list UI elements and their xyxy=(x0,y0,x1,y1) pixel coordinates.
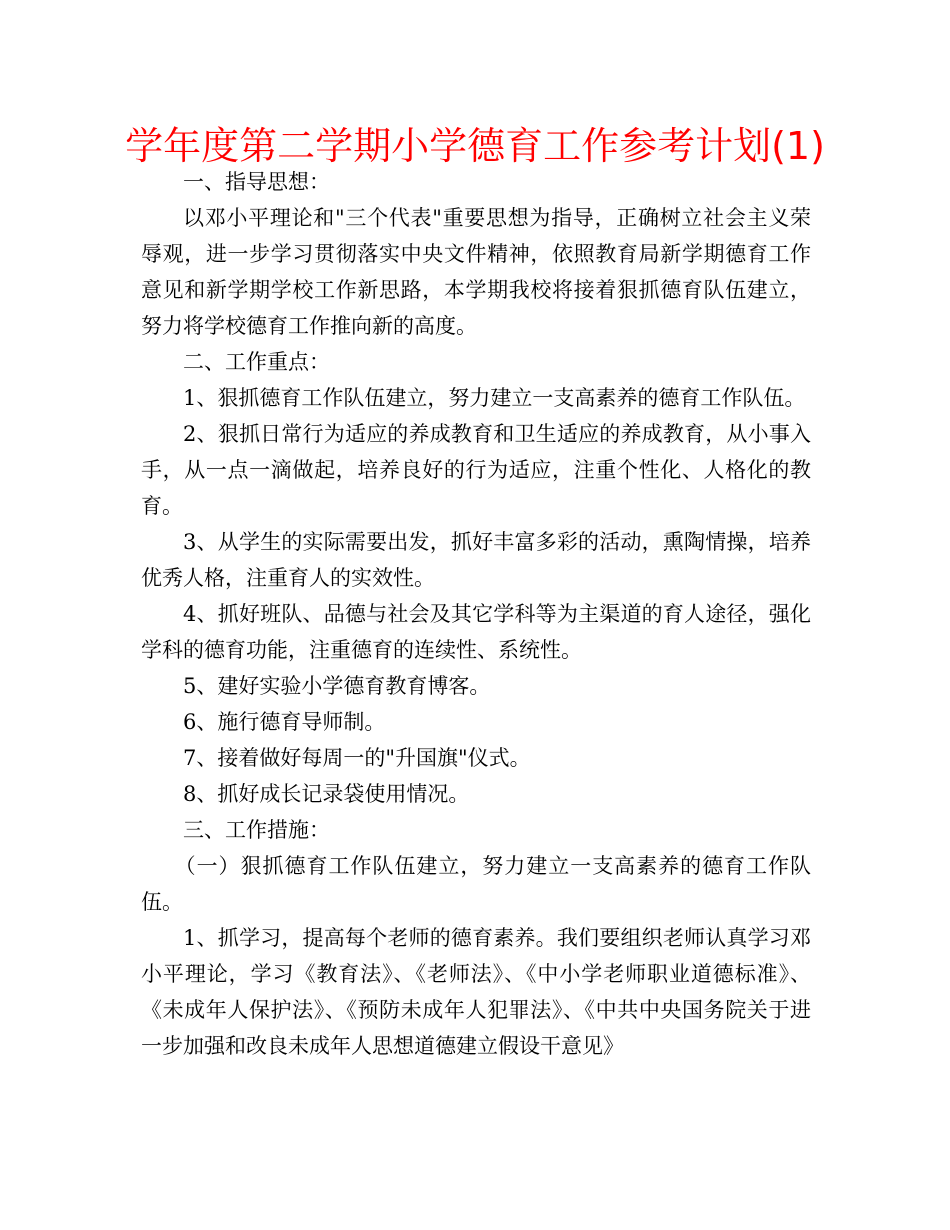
paragraph: 6、施行德育导师制。 xyxy=(183,710,386,734)
paragraph: 5、建好实验小学德育教育博客。 xyxy=(183,674,491,698)
paragraph: 二、工作重点： xyxy=(183,350,330,374)
paragraph: 4、抓好班队、品德与社会及其它学科等为主渠道的育人途径，强化学科的德育功能，注重德育的连续性、系统性。 xyxy=(141,602,811,662)
paragraph: 一、指导思想： xyxy=(183,170,330,194)
paragraph: 2、狠抓日常行为适应的养成教育和卫生适应的养成教育，从小事入手，从一点一滴做起，培养良好的行为适应，注重个性化、人格化的教育。 xyxy=(141,422,811,518)
paragraph: 7、接着做好每周一的"升国旗"仪式。 xyxy=(183,746,531,770)
paragraph: （一）狠抓德育工作队伍建立，努力建立一支高素养的德育工作队伍。 xyxy=(141,854,811,914)
paragraph: 8、抓好成长记录袋使用情况。 xyxy=(183,782,470,806)
document-body xyxy=(141,164,811,1064)
paragraph: 1、狠抓德育工作队伍建立，努力建立一支高素养的德育工作队伍。 xyxy=(183,386,806,410)
paragraph: 3、从学生的实际需要出发，抓好丰富多彩的活动，熏陶情操，培养优秀人格，注重育人的实效性。 xyxy=(141,530,811,590)
document-title: 学年度第二学期小学德育工作参考计划(1) xyxy=(125,124,825,168)
paragraph: 1、抓学习，提高每个老师的德育素养。我们要组织老师认真学习邓小平理论，学习《教育法》、《老师法》、《中小学老师职业道德标准》、《未成年人保护法》、《预防未成年人犯罪法》、《中共中央国务院关于进一步加强和改良未成年人思想道德建立假设干意见》 xyxy=(141,926,811,1058)
paragraph: 以邓小平理论和"三个代表"重要思想为指导，正确树立社会主义荣辱观，进一步学习贯彻落实中央文件精神，依照教育局新学期德育工作意见和新学期学校工作新思路，本学期我校将接着狠抓德育队伍建立，努力将学校德育工作推向新的高度。 xyxy=(141,206,811,338)
paragraph: 三、工作措施： xyxy=(183,818,330,842)
